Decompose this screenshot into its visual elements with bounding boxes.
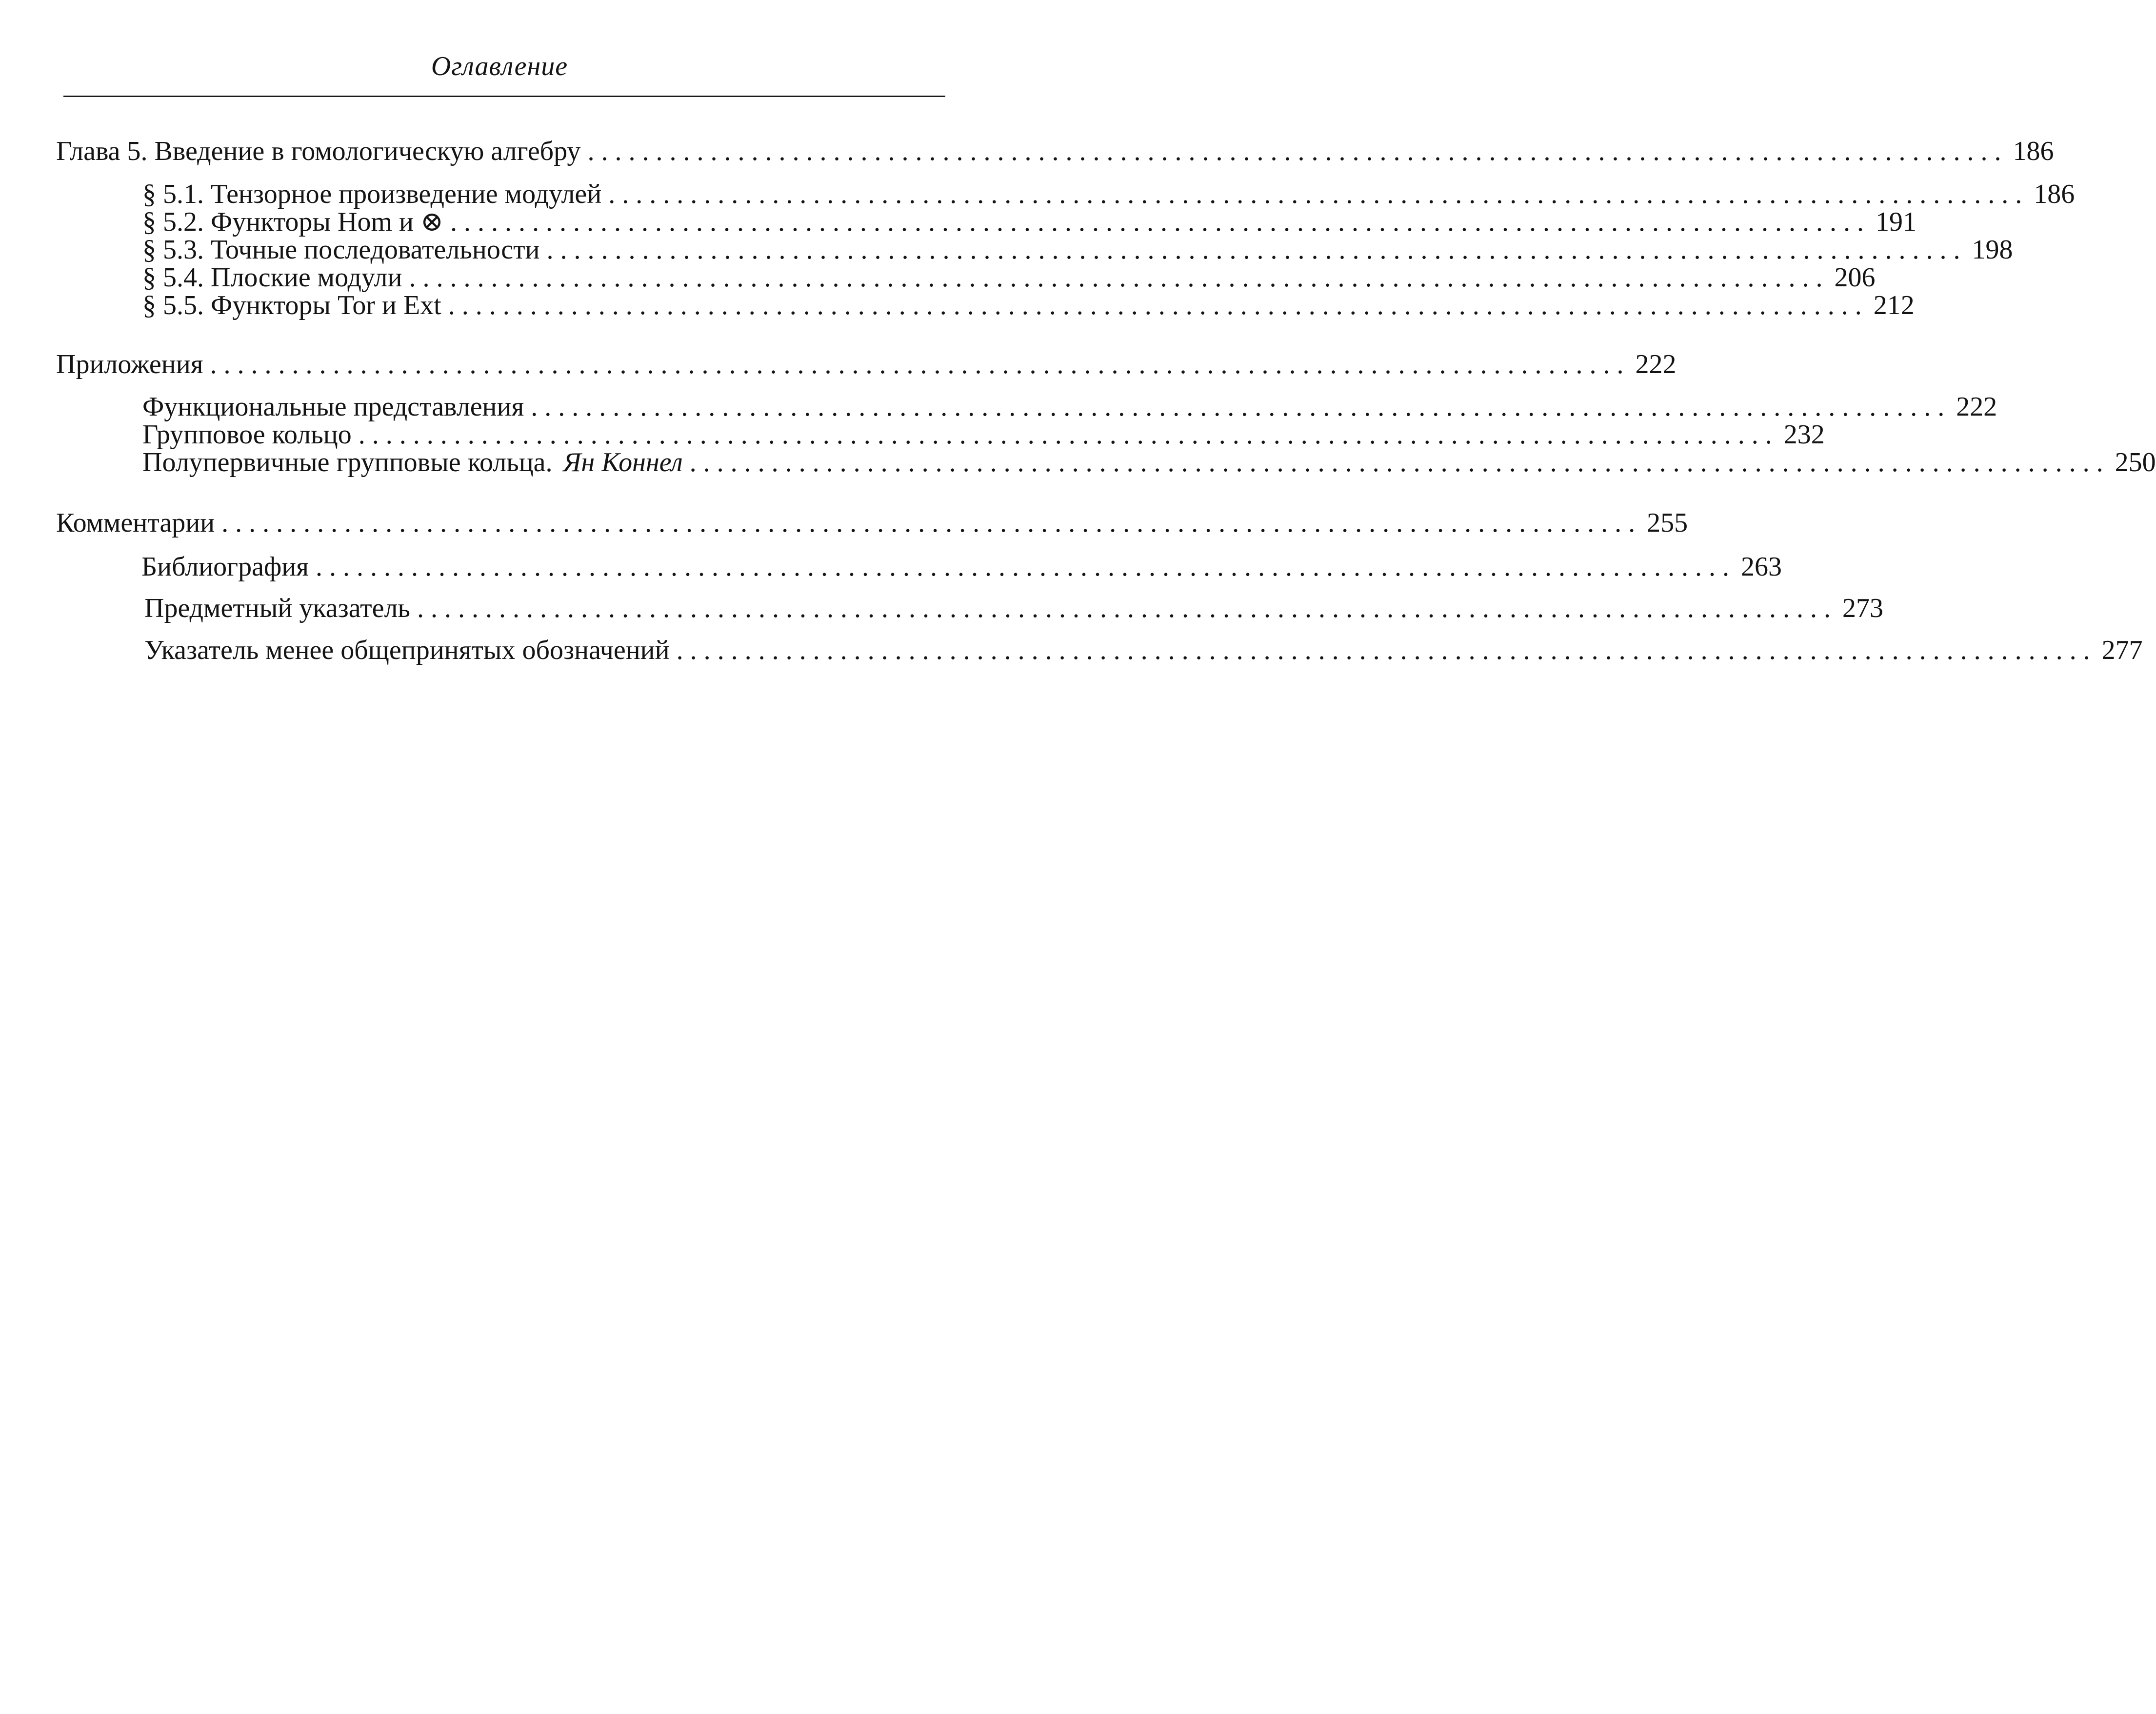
toc-entry-comments[interactable] [56,508,1688,538]
running-head-title: Оглавление [431,51,568,81]
toc-entry-section-5-1[interactable] [142,179,2075,209]
toc-entry-group-ring[interactable] [142,419,1825,450]
toc-entry-label: Глава 5. Введение в гомологическую алгебру [56,136,581,166]
toc-entry-label: Предметный указатель [144,593,410,623]
toc-entry-label: Функциональные представления [142,392,524,422]
toc-entry-bibliography[interactable] [141,552,1782,582]
toc-page-number: 186 [2034,179,2075,209]
toc-entry-label: Групповое кольцо [142,419,352,450]
toc-page-number: 206 [1834,262,1876,293]
toc-entry-section-5-5[interactable] [142,290,1915,320]
toc-page-number: 277 [2101,635,2143,665]
dot-leader: ........................................................................................................ [315,552,1736,582]
toc-page-number: 212 [1873,290,1915,320]
toc-entry-semiprime-group-rings[interactable] [142,447,2156,478]
toc-entry-label: § 5.1. Тензорное произведение модулей [142,179,602,209]
toc-entry-section-5-3[interactable] [142,235,2013,265]
dot-leader: ........................................................................................................ [210,349,1631,379]
toc-page-number: 222 [1956,392,1997,422]
dot-leader: ........................................................................................................ [689,447,2110,478]
dot-leader: ........................................................................................................ [531,392,1952,422]
toc-entry-label: Указатель менее общепринятых обозначений [144,635,670,665]
toc-entry-notation-index[interactable] [144,635,2143,665]
toc-entry-functional-representations[interactable] [142,392,1997,422]
toc-page-number: 250 [2115,447,2156,478]
toc-entry-appendices[interactable] [56,349,1677,379]
toc-page-number: 186 [2013,136,2054,166]
dot-leader: ........................................................................................................ [587,136,2008,166]
toc-page-number: 191 [1875,207,1916,237]
toc-entry-label: § 5.2. Функторы Hom и ⊗ [142,207,443,237]
dot-leader: ........................................................................................................ [221,508,1642,538]
dot-leader: ........................................................................................................ [417,593,1837,623]
toc-page-number: 222 [1635,349,1677,379]
toc-entry-title: Полупервичные групповые кольца. [142,447,553,478]
dot-leader: ........................................................................................................ [409,262,1830,293]
dot-leader: ........................................................................................................ [358,419,1779,450]
toc-entry-label: Комментарии [56,508,215,538]
toc-page-number: 198 [1972,235,2013,265]
dot-leader: ........................................................................................................ [448,290,1869,320]
toc-entry-section-5-4[interactable] [142,262,1876,293]
toc-page-number: 232 [1783,419,1825,450]
dot-leader: ........................................................................................................ [546,235,1967,265]
toc-entry-chapter-5[interactable] [56,136,2054,166]
toc-entry-label: § 5.5. Функторы Tor и Ext [142,290,441,320]
toc-entry-label [142,449,683,476]
dot-leader: ........................................................................................................ [608,179,2029,209]
toc-page-number: 255 [1647,508,1688,538]
toc-page-number: 273 [1842,593,1883,623]
dot-leader: ........................................................................................................ [450,207,1871,237]
toc-entry-label: Приложения [56,349,203,379]
toc-entry-label: § 5.4. Плоские модули [142,262,402,293]
toc-entry-author: Ян Коннел [563,447,683,478]
dot-leader: ........................................................................................................ [676,635,2097,665]
toc-entry-label: Библиография [141,552,309,582]
toc-page-number: 263 [1740,552,1782,582]
header-rule [63,96,945,97]
toc-entry-label: § 5.3. Точные последовательности [142,235,540,265]
toc-entry-section-5-2[interactable] [142,207,1916,237]
toc-entry-subject-index[interactable] [144,593,1883,623]
